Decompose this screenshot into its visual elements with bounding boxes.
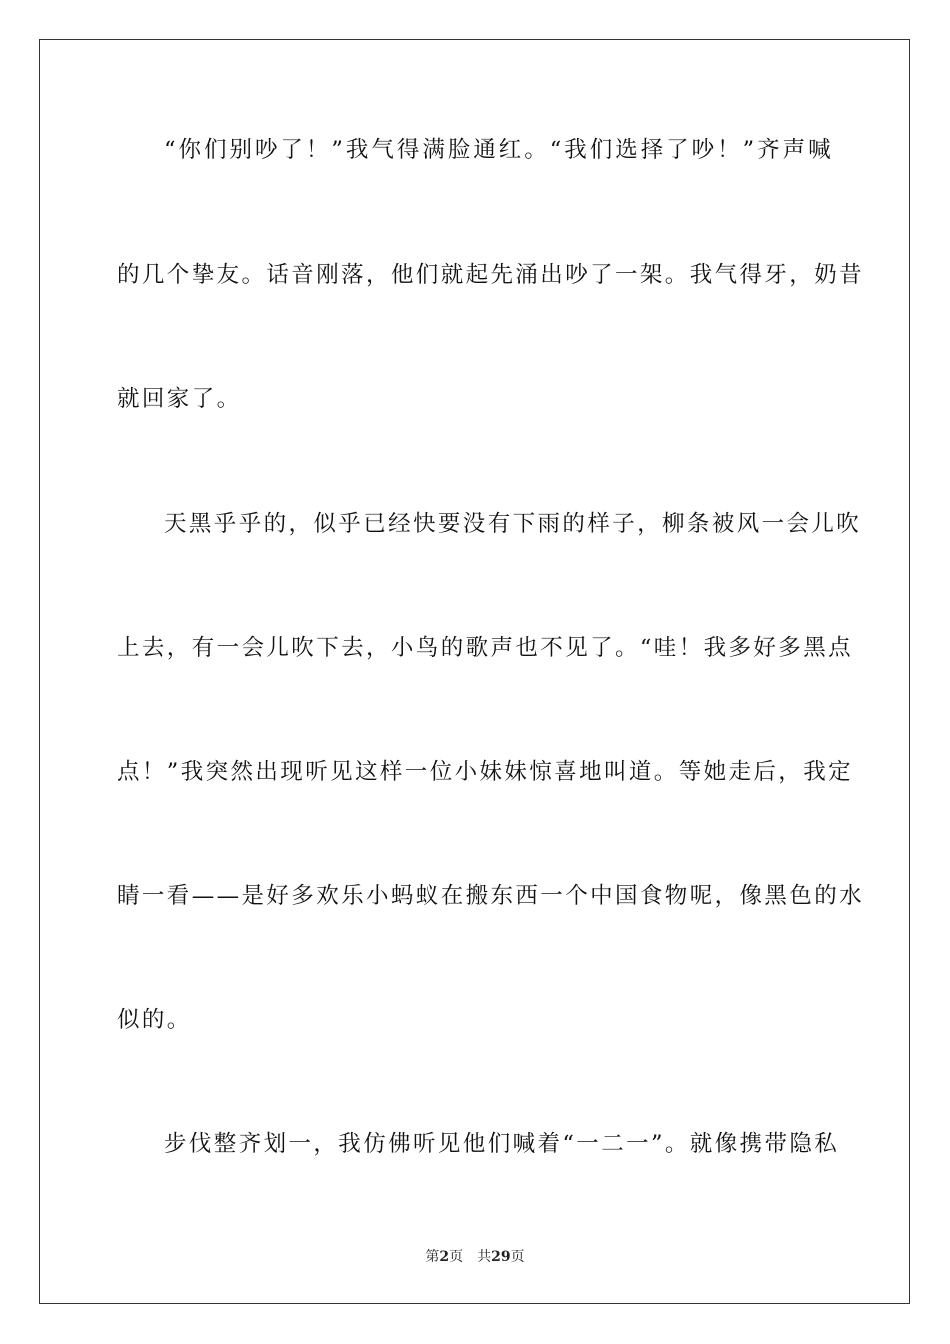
page-prefix: 第: [425, 1249, 440, 1265]
paragraph-line: 似的。: [117, 1007, 192, 1033]
paragraph-line: 步伐整齐划一，我仿佛听见他们喊着“一二一”。就像携带隐私: [164, 1131, 840, 1157]
page-border: [39, 39, 910, 1304]
paragraph-line: 的几个挚友。话音刚落，他们就起先涌出吵了一架。我气得牙，奶昔: [117, 262, 865, 288]
page-current: 2: [439, 1249, 450, 1265]
page-total: 29: [491, 1249, 511, 1265]
paragraph-line: “你们别吵了！”我气得满脸通红。“我们选择了吵！”齐声喊: [164, 137, 833, 163]
total-unit: 页: [510, 1249, 525, 1265]
paragraph-line: 睛一看——是好多欢乐小蚂蚁在搬东西一个中国食物呢，像黑色的水: [117, 883, 865, 909]
paragraph-line: 点！”我突然出现听见这样一位小妹妹惊喜地叫道。等她走后，我定: [117, 759, 854, 785]
paragraph-line: 就回家了。: [117, 386, 242, 412]
page-footer: [0, 1248, 950, 1266]
total-prefix: 共: [477, 1249, 492, 1265]
page-unit: 页: [449, 1249, 464, 1265]
paragraph-line: 上去，有一会儿吹下去，小鸟的歌声也不见了。“哇！我多好多黑点: [117, 635, 854, 661]
paragraph-line: 天黑乎乎的，似乎已经快要没有下雨的样子，柳条被风一会儿吹: [164, 511, 862, 537]
